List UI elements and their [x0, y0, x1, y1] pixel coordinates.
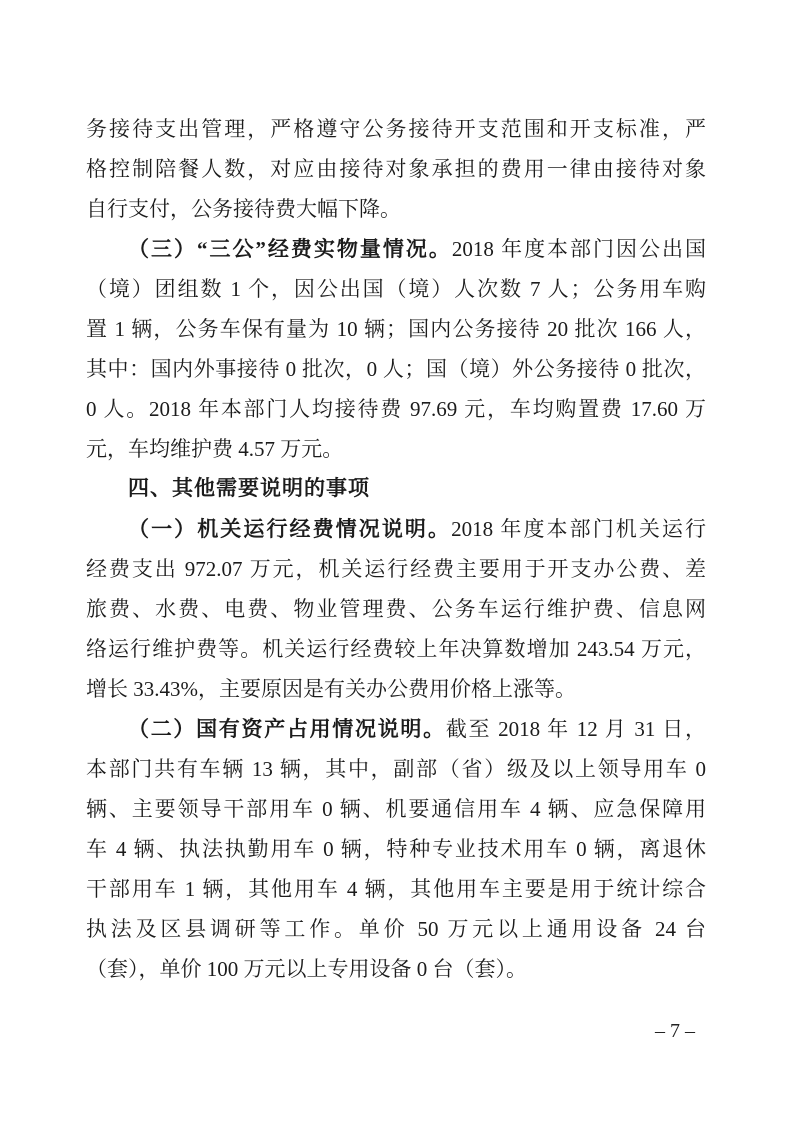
line-text: 车 4 辆、执法执勤用车 0 辆，特种专业技术用车 0 辆，离退休	[86, 837, 706, 861]
line-text: 自行支付，公务接待费大幅下降。	[86, 197, 401, 221]
page-number: – 7 –	[655, 1020, 695, 1042]
paragraph-start-line	[86, 709, 706, 749]
text-line	[86, 349, 706, 389]
text-line	[86, 909, 706, 949]
text-line	[86, 669, 706, 709]
text-line	[86, 629, 706, 669]
line-text: 务接待支出管理，严格遵守公务接待开支范围和开支标准，严	[86, 117, 706, 141]
line-text: 元，车均维护费 4.57 万元。	[86, 437, 344, 461]
paragraph-start-line	[86, 229, 706, 269]
line-text: 干部用车 1 辆，其他用车 4 辆，其他用车主要是用于统计综合	[86, 877, 706, 901]
line-text: 经费支出 972.07 万元，机关运行经费主要用于开支办公费、差	[86, 557, 706, 581]
text-line	[86, 949, 706, 989]
bold-paragraph-lead: （一）机关运行经费情况说明。	[128, 517, 452, 541]
heading-text: 四、其他需要说明的事项	[128, 477, 370, 500]
text-line	[86, 109, 706, 149]
line-text: 2018 年度本部门机关运行	[451, 517, 707, 541]
text-line	[86, 589, 706, 629]
document-body	[86, 109, 706, 989]
text-line	[86, 829, 706, 869]
line-text: 格控制陪餐人数，对应由接待对象承担的费用一律由接待对象	[86, 157, 706, 181]
line-text: 旅费、水费、电费、物业管理费、公务车运行维护费、信息网	[86, 597, 706, 621]
line-text: 0 人。2018 年本部门人均接待费 97.69 元，车均购置费 17.60 万	[86, 397, 706, 421]
text-line	[86, 749, 706, 789]
line-text: 本部门共有车辆 13 辆，其中，副部（省）级及以上领导用车 0	[86, 757, 706, 781]
line-text: （套），单价 100 万元以上专用设备 0 台（套）。	[86, 957, 527, 981]
line-text: 增长 33.43%，主要原因是有关办公费用价格上涨等。	[86, 677, 576, 701]
text-line	[86, 429, 706, 469]
text-line	[86, 189, 706, 229]
text-line	[86, 269, 706, 309]
text-line	[86, 789, 706, 829]
bold-paragraph-lead: （二）国有资产占用情况说明。	[128, 717, 446, 741]
line-text: 辆、主要领导干部用车 0 辆、机要通信用车 4 辆、应急保障用	[86, 797, 706, 821]
line-text: 置 1 辆，公务车保有量为 10 辆；国内公务接待 20 批次 166 人，	[86, 317, 706, 341]
text-line	[86, 309, 706, 349]
line-text: 截至 2018 年 12 月 31 日，	[445, 717, 707, 741]
line-text: 2018 年度本部门因公出国	[451, 237, 706, 261]
line-text: 执法及区县调研等工作。单价 50 万元以上通用设备 24 台	[86, 917, 706, 941]
line-text: 其中：国内外事接待 0 批次，0 人；国（境）外公务接待 0 批次，	[86, 357, 706, 381]
paragraph-start-line	[86, 509, 706, 549]
line-text: （境）团组数 1 个，因公出国（境）人次数 7 人；公务用车购	[86, 277, 706, 301]
text-line	[86, 389, 706, 429]
section-heading	[86, 469, 706, 509]
text-line	[86, 549, 706, 589]
text-line	[86, 149, 706, 189]
text-line	[86, 869, 706, 909]
line-text: 络运行维护费等。机关运行经费较上年决算数增加 243.54 万元，	[86, 637, 706, 661]
bold-paragraph-lead: （三）“三公”经费实物量情况。	[128, 237, 452, 261]
